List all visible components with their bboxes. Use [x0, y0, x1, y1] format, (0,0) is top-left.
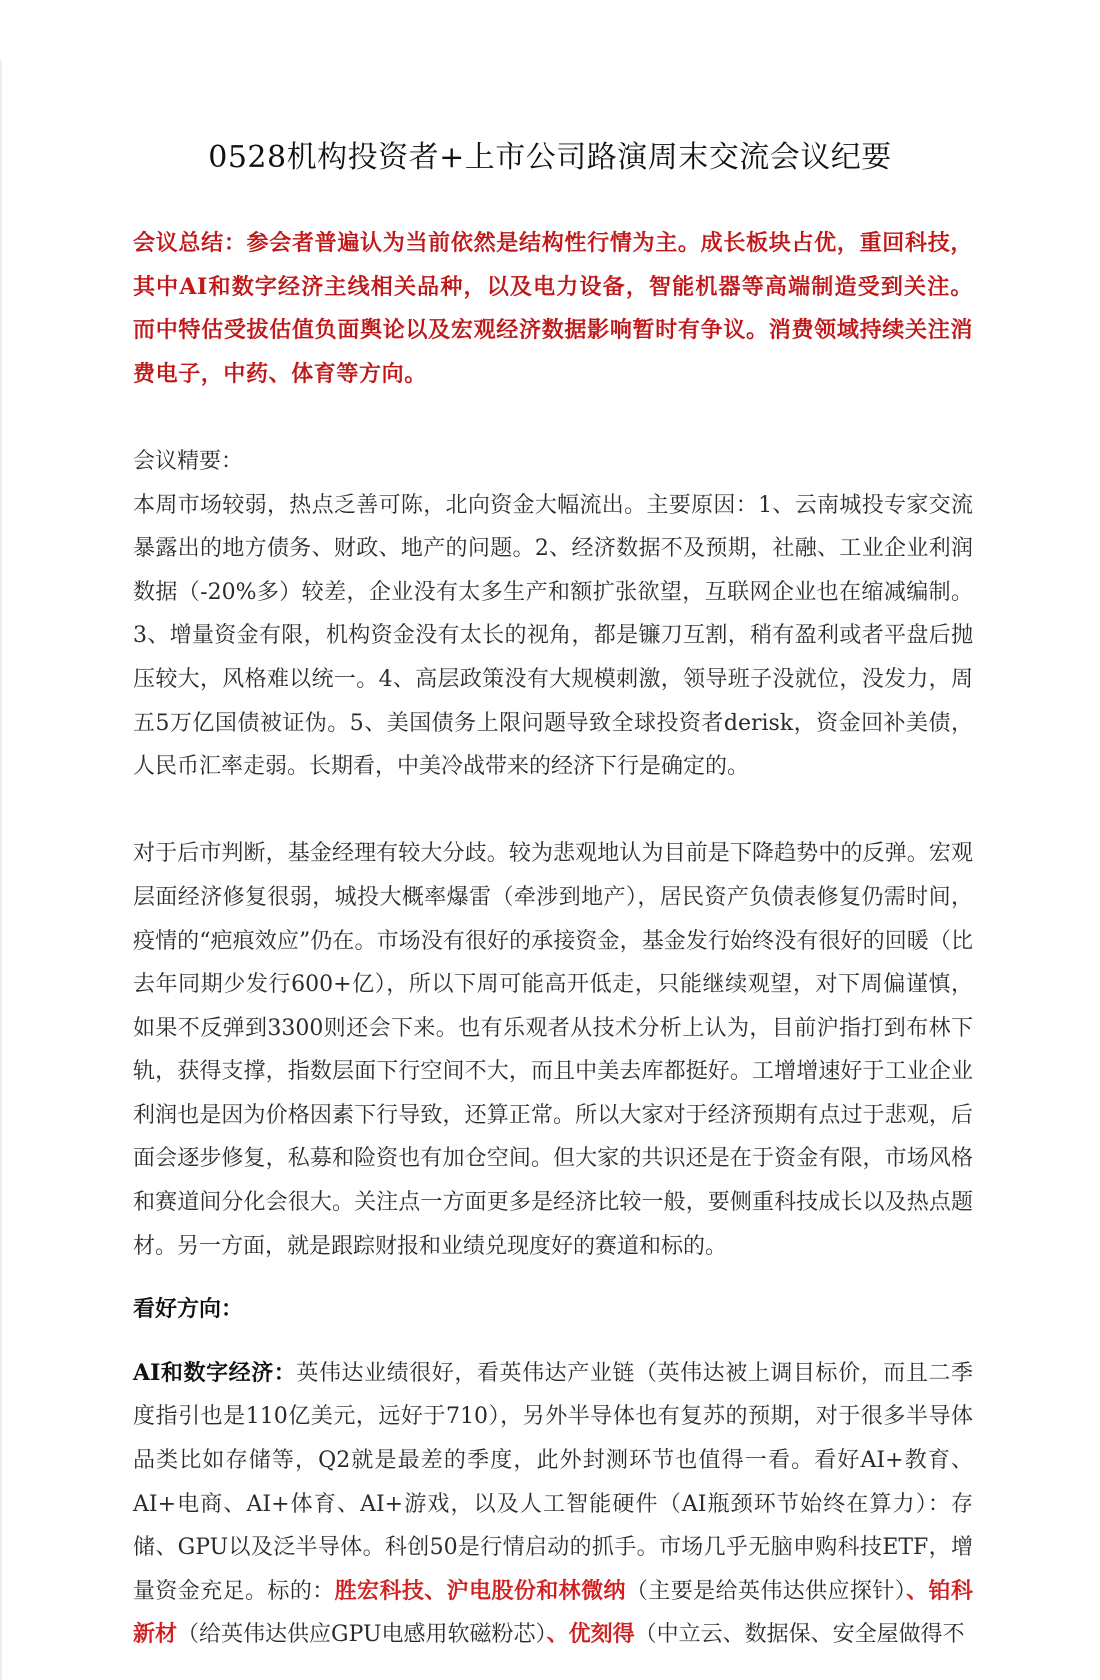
ai-text-1: 英伟达业绩很好，看英伟达产业链（英伟达被上调目标价，而且二季度指引也是110亿美元，远好于710），另外半导体也有复苏的预期，对于很多半导体品类比如存储等，Q2就是最差的季度，此外封测环节也值得一看。看好AI+教育、AI+电商、AI+体育、AI+游戏，以及人工智能硬件（AI瓶颈环节始终在算力）：存储、GPU以及泛半导体。科创50是行情启动的抓手。市场几乎无脑申购科技ETF，增量资金充足。标的：	[133, 1360, 973, 1604]
page-edge-divider	[0, 60, 2, 1680]
highlight-stock-2: 、铂科新材	[133, 1577, 973, 1648]
meeting-summary: 会议总结：参会者普遍认为当前依然是结构性行情为主。成长板块占优，重回科技，其中AI和数字经济主线相关品种，以及电力设备，智能机器等高端制造受到关注。而中特估受拔估值负面舆论以及宏观经济数据影响暂时有争议。消费领域持续关注消费电子，中药、体育等方向。	[133, 230, 973, 387]
spacer	[133, 1332, 973, 1352]
spacer	[133, 1268, 973, 1288]
document-title: 0528机构投资者+上市公司路演周末交流会议纪要	[208, 140, 892, 175]
ai-section-label: AI和数字经济：	[133, 1359, 297, 1386]
ai-text-3: （给英伟达供应GPU电感用软磁粉芯）	[177, 1622, 547, 1648]
document-body	[133, 222, 973, 1657]
ai-digital-economy-paragraph	[133, 1352, 973, 1657]
ai-text-4: （中立云、数据保、安全屋做得不	[634, 1622, 965, 1648]
essentials-paragraph-1: 本周市场较弱，热点乏善可陈，北向资金大幅流出。主要原因：1、云南城投专家交流暴露出的地方债务、财政、地产的问题。2、经济数据不及预期，社融、工业企业利润数据（-20%多）较差，企业没有太多生产和额扩张欲望，互联网企业也在缩减编制。3、增量资金有限，机构资金没有太长的视角，都是镰刀互割，稍有盈利或者平盘后抛压较大，风格难以统一。4、高层政策没有大规模刺激，领导班子没就位，没发力，周五5万亿国债被证伪。5、美国债务上限问题导致全球投资者derisk，资金回补美债，人民币汇率走弱。长期看，中美冷战带来的经济下行是确定的。	[133, 492, 973, 780]
outlook-heading: 看好方向：	[133, 1296, 244, 1323]
essentials-heading: 会议精要：	[133, 448, 244, 474]
essentials-paragraph-2: 对于后市判断，基金经理有较大分歧。较为悲观地认为目前是下降趋势中的反弹。宏观层面经济修复很弱，城投大概率爆雷（牵涉到地产），居民资产负债表修复仍需时间，疫情的“疤痕效应”仍在。市场没有很好的承接资金，基金发行始终没有很好的回暖（比去年同期少发行600+亿），所以下周可能高开低走，只能继续观望，对下周偏谨慎，如果不反弹到3300则还会下来。也有乐观者从技术分析上认为，目前沪指打到布林下轨，获得支撑，指数层面下行空间不大，而且中美去库都挺好。工增增速好于工业企业利润也是因为价格因素下行导致，还算正常。所以大家对于经济预期有点过于悲观，后面会逐步修复，私募和险资也有加仓空间。但大家的共识还是在于资金有限，市场风格和赛道间分化会很大。关注点一方面更多是经济比较一般，要侧重科技成长以及热点题材。另一方面，就是跟踪财报和业绩兑现度好的赛道和标的。	[133, 841, 973, 1259]
spacer	[133, 396, 973, 440]
spacer	[133, 789, 973, 833]
highlight-stocks-1: 胜宏科技、沪电股份和林微纳	[334, 1577, 626, 1604]
ai-text-2: （主要是给英伟达供应探针）	[625, 1578, 907, 1604]
highlight-stock-3: 、优刻得	[546, 1621, 635, 1648]
